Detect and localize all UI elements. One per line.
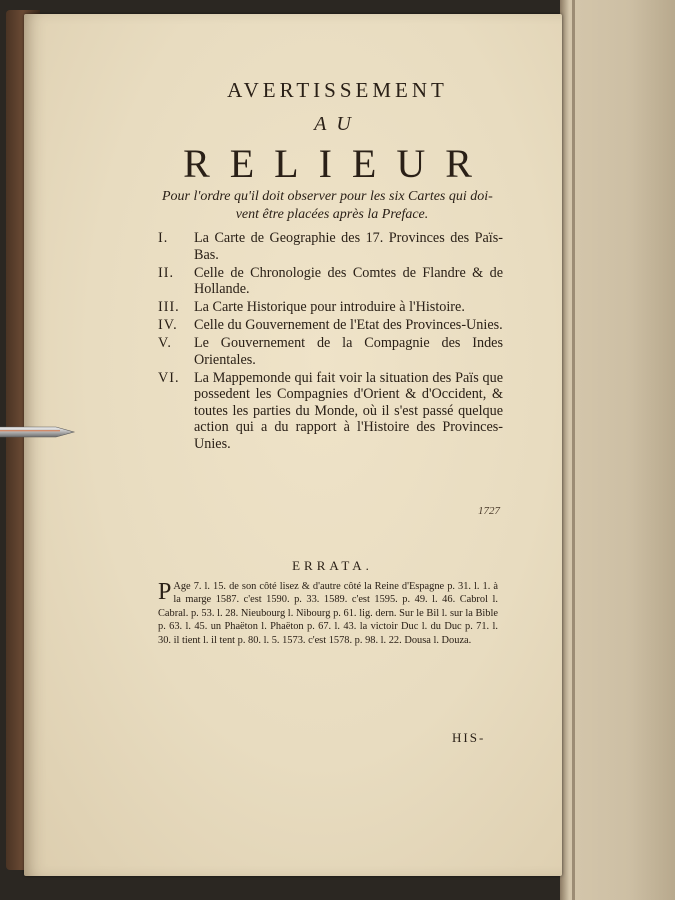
- catchword: HIS-: [452, 730, 486, 745]
- list-item: [158, 370, 503, 453]
- metal-pointer-icon: [0, 423, 78, 441]
- item-number: V.: [158, 335, 172, 351]
- item-text: Le Gouvernement de la Compagnie des Indes Orientales.: [194, 335, 503, 368]
- list-item: [158, 317, 503, 334]
- list-item: [158, 265, 503, 298]
- errata-dropcap: P: [158, 579, 172, 605]
- heading-subtitle: [162, 188, 502, 224]
- handwritten-mark: 1727: [478, 505, 500, 517]
- item-text: Celle du Gouvernement de l'Etat des Provinces-Unies.: [194, 317, 503, 333]
- item-text: Celle de Chronologie des Comtes de Flandre & de Hollande.: [194, 264, 503, 297]
- list-item: [158, 335, 503, 368]
- subtitle-line-1: Pour l'ordre qu'il doit observer pour les six Cartes qui doi-: [162, 189, 493, 204]
- map-list: [158, 230, 503, 454]
- item-number: VI.: [158, 369, 180, 386]
- item-number: III.: [158, 299, 180, 315]
- heading-avertissement: AVERTISSEMENT: [227, 78, 448, 102]
- item-text: La Mappemonde qui fait voir la situation des Païs que possedent les Compagnies d'Orient & d'Occident, & toutes les parties du Monde, où il s'est passé quelque action qui a du rapport à l'Histoire des Provinces-Unies.: [194, 369, 503, 452]
- list-item: [158, 299, 503, 316]
- item-number: IV.: [158, 317, 178, 333]
- item-number: II.: [158, 264, 174, 281]
- errata-text: Age 7. l. 15. de son côté lisez & d'autre côté la Reine d'Espagne p. 31. l. 1. à la marge 1587. c'est 1590. p. 33. 1589. c'est 1595. p. 49. l. 46. Cabrol l. Cabral. p. 53. l. 28. Nieubourg l. Nibourg p. 61. lig. dern. Sur le Bil l. sur la Bible p. 63. l. 45. un Phaëton l. Phaëton p. 67. l. 43. la victoir Duc l. du Duc p. 71. l. 30. il tient l. il tent p. 80. l. 5. 1573. c'est 1578. p. 98. l. 22. Dousa l. Douza.: [158, 581, 498, 646]
- heading-au: AU: [314, 113, 361, 135]
- list-item: [158, 230, 503, 263]
- item-text: La Carte de Geographie des 17. Provinces des Païs-Bas.: [194, 230, 503, 263]
- item-number: I.: [158, 230, 169, 246]
- heading-relieur: RELIEUR: [183, 141, 492, 186]
- item-text: La Carte Historique pour introduire à l'Histoire.: [194, 299, 465, 315]
- errata-title: ERRATA.: [292, 558, 373, 573]
- errata-text-block: [158, 580, 498, 647]
- subtitle-line-2: vent être placées après la Preface.: [235, 207, 429, 222]
